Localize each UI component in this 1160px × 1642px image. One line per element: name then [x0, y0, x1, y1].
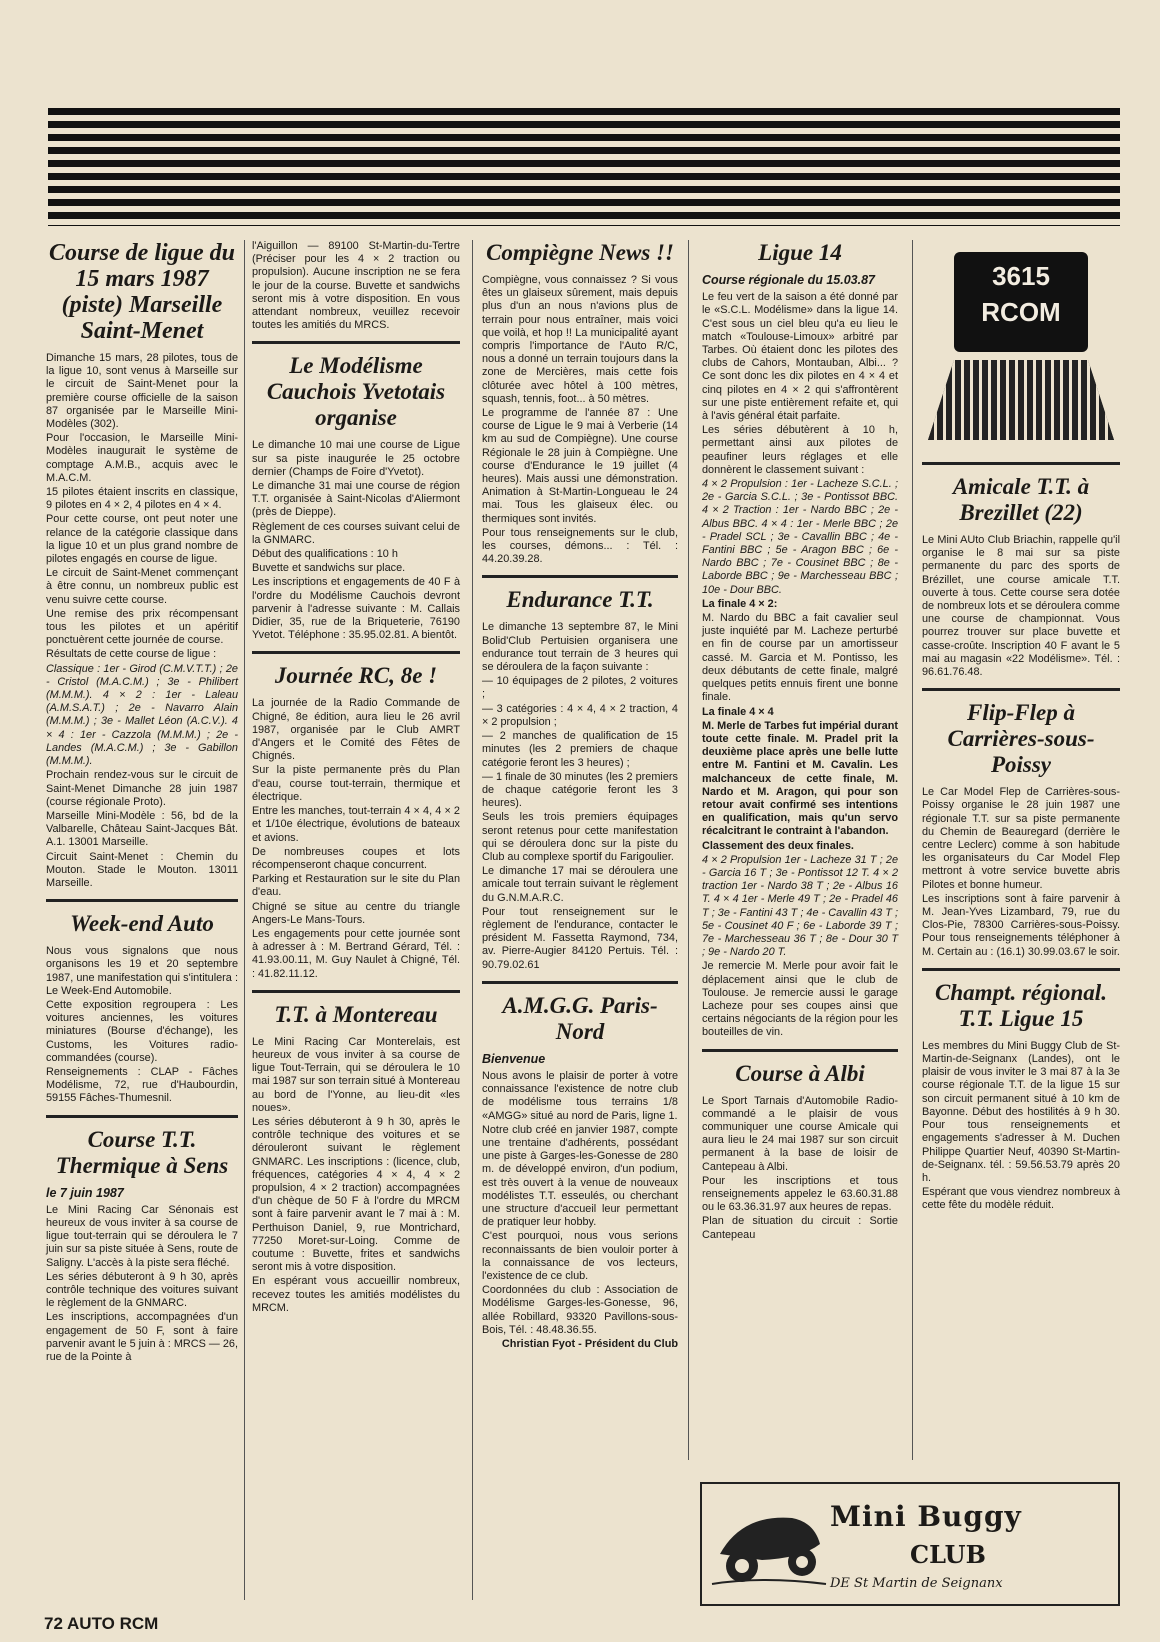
- paragraph: Dimanche 15 mars, 28 pilotes, tous de la ligue 10, sont venus à Marseille sur le circuit de Saint-Menet pour la première course officielle de la saison 87 organisée par le Marseille Mini-Modèles (302).: [46, 352, 238, 431]
- results-paragraph: 4 × 2 Propulsion : 1er - Lacheze S.C.L. ; 2e - Garcia S.C.L. ; 3e - Pontissot BBC. 4 × 2 Traction : 1er - Nardo BBC ; 2e - Albus BBC. 4 × 4 : 1er - Merle BBC ; 2e - Pradel SCL ; 3e - Cavallin BBC ; 4e - Fantini BBC ; 5e - Aragon BBC ; 6e - Nardo BBC ; 7e - Cousinet BBC ; 8e - Laborde BBC ; 9e - Marchesseau BBC ; 10e - Dour BBC.: [702, 478, 898, 596]
- article-title: Course T.T. Thermique à Sens: [55, 1126, 229, 1178]
- paragraph: Les séries débuteront à 9 h 30, après contrôle technique des voitures suivant le règlement de la GNMARC.: [46, 1270, 238, 1310]
- paragraph: M. Merle de Tarbes fut impérial durant toute cette finale. M. Pradel prit la deuxième place après une belle lutte entre M. Fantini et M. Cavalin. Les malchanceux de cette finale, M. Nardo et M. Aragon, qui pour son retour avait confirmé ses intentions en qualification, mais qu'un servo récalcitrant le contraint à l'abandon.: [702, 719, 898, 838]
- ad-line-1: 3615: [992, 261, 1050, 291]
- paragraph: Prochain rendez-vous sur le circuit de Saint-Menet Dimanche 28 juin 1987 (course régionale Proto).: [46, 769, 238, 808]
- column-4: [702, 240, 898, 1243]
- paragraph: — 2 manches de qualification de 15 minutes (les 2 premiers de chaque catégorie feront les 3 heures) ;: [482, 730, 678, 769]
- computer-screen: [954, 252, 1088, 352]
- column-5: [922, 240, 1120, 1214]
- paragraph: Seuls les trois premiers équipages seront retenus pour cette manifestation qui se déroulera donc sur la piste du Club au complexe sportif du Farigoulier.: [482, 811, 678, 863]
- paragraph: — 3 catégories : 4 × 4, 4 × 2 traction, 4 × 2 propulsion ;: [482, 702, 678, 728]
- article-subtitle: Course régionale du 15.03.87: [702, 273, 875, 287]
- article-title: T.T. à Montereau: [274, 1001, 438, 1027]
- column-2: [252, 240, 460, 1316]
- paragraph: Le feu vert de la saison a été donné par le «S.C.L. Modélisme» dans la ligue 14. C'est sous un ciel bleu qu'a eu lieu le match «Toulouse-Limoux» arbitré par Tarbes. Où étaient donc les pilotes des clubs de Cahors, Montauban, Albi... ? Ce sont donc les dix pilotes en 4 × 4 et cinq pilotes en 4 × 2 qui s'affrontèrent sur une piste entièrement refaite et, qui à l'avis général était parfaite.: [702, 291, 898, 423]
- paragraph: — 10 équipages de 2 pilotes, 2 voitures ;: [482, 675, 678, 701]
- column-divider: [912, 240, 913, 1460]
- paragraph: La finale 4 × 4: [702, 705, 774, 718]
- keyboard-icon: [928, 360, 1114, 440]
- divider: [922, 688, 1120, 691]
- paragraph: Coordonnées du club : Association de Modélisme Garges-les-Gonesse, 96, allée Robillard, 93320 Pavillons-sous-Bois, Tél. : 48.48.36.55.: [482, 1284, 678, 1336]
- paragraph: En espérant vous accueillir nombreux, recevez toutes les amitiés modélistes du MRCM.: [252, 1275, 460, 1314]
- paragraph: Le Mini Racing Car Sénonais est heureux de vous inviter à sa course de ligue tout-terrain qui se déroulera le 7 juin sur sa piste située à Sens, route de Saligny. L'accès à la piste sera fléché.: [46, 1203, 238, 1269]
- paragraph: Plan de situation du circuit : Sortie Cantepeau: [702, 1215, 898, 1241]
- paragraph: Pour tous renseignements sur le club, les courses, démons... : Tél. : 44.20.39.28.: [482, 526, 678, 566]
- paragraph: l'Aiguillon — 89100 St-Martin-du-Tertre (Préciser pour les 4 × 2 traction ou propulsion). Aucune inscription ne se fera le jour de la course. Buvette et sandwichs seront mis à votre disposition. En vous attendant nombreux, veuillez recevoir toutes les amitiés du MRCS.: [252, 240, 460, 332]
- striped-banner: [48, 108, 1120, 226]
- paragraph: Pour les inscriptions et tous renseignements appelez le 63.60.31.88 ou le 63.36.31.97 aux heures de repas.: [702, 1174, 898, 1214]
- column-1: [46, 240, 238, 1365]
- paragraph: Le dimanche 31 mai une course de région T.T. organisée à Saint-Nicolas d'Aliermont (près de Dieppe).: [252, 480, 460, 519]
- paragraph: La journée de la Radio Commande de Chigné, 8e édition, aura lieu le 26 avril 1987, organisée par le Club AMRT d'Angers et le Comité des Fêtes de Chignés.: [252, 697, 460, 763]
- page-number: 72: [44, 1614, 63, 1633]
- signature: Christian Fyot - Président du Club: [501, 1338, 678, 1351]
- paragraph: Les inscriptions et engagements de 40 F à l'ordre du Modélisme Cauchois devront parvenir à l'adresse suivante : M. Callais Didier, 35, rue de la Briqueterie, 76190 Yvetot. Téléphone : 35.95.02.81. A bientôt.: [252, 576, 460, 642]
- paragraph: 15 pilotes étaient inscrits en classique, 9 pilotes en 4 × 2, 4 pilotes en 4 × 4.: [46, 486, 238, 512]
- paragraph: Règlement de ces courses suivant celui de la GNMARC.: [252, 520, 460, 546]
- paragraph: Notre club créé en janvier 1987, compte une trentaine d'adhérents, possédant une piste à Garges-les-Gonesse de 280 m. de développé environ, d'un podium, est très ouvert à la venue de nouveaux modélistes T.T. esseulés, ou cherchant une structure d'accueil leur permettant de pratiquer leur hobby.: [482, 1123, 678, 1229]
- paragraph: Compiègne, vous connaissez ? Si vous êtes un glaiseux sûrement, mais depuis plus d'un an nous n'avions plus de terrain pour nous entraîner, mais voici que voilà, et hop !! La municipalité ayant compris l'importance de l'Auto R/C, nous a donné un terrain toujours dans la zone de Mercières, mais cette fois clôturée avec hôtel à 100 mètres, squash, tennis, foot... à 50 mètres.: [482, 274, 678, 405]
- paragraph: Le Car Model Flep de Carrières-sous-Poissy organise le 28 juin 1987 une régionale T.T. sur sa piste permanente du Chemin de Beauregard (derrière le centre Leclerc) comme à son habitude les organisateurs du Car Model Flep mettront à votre service buvette abris Pilotes et bonne humeur.: [922, 786, 1120, 891]
- paragraph: Le dimanche 17 mai se déroulera une amicale tout terrain suivant le règlement du G.N.M.A.R.C.: [482, 865, 678, 904]
- paragraph: Le Mini AUto Club Briachin, rappelle qu'il organise le 8 mai sur sa piste permanente du parc des sports de Brézillet, une course amicale T.T. ouverte à tous. Cette course sera dotée de nombreux lots et se déroulera comme une course de championnat. Vous pourrez trouver sur place buvette et casse-croûte. Inscription 40 F avant le 5 mai au magasin «22 Modélisme». Tél. : 96.61.76.48.: [922, 534, 1120, 679]
- magazine-name: AUTO RCM: [67, 1614, 159, 1633]
- article-title: Flip-Flep à Carrières-sous-Poissy: [947, 700, 1095, 778]
- paragraph: Le dimanche 13 septembre 87, le Mini Bolid'Club Pertuisien organisera une endurance tout terrain de 3 heures qui se déroulera de la façon suivante :: [482, 621, 678, 674]
- paragraph: Sur la piste permanente près du Plan d'eau, course tout-terrain, thermique et électrique.: [252, 764, 460, 803]
- paragraph: Une remise des prix récompensant tous les pilotes et un apéritif ponctuèrent cette journée de course.: [46, 607, 238, 647]
- article-title: Journée RC, 8e !: [274, 663, 438, 689]
- logo-line-3: DE St Martin de Seignanx: [830, 1576, 1003, 1591]
- divider: [482, 981, 678, 984]
- paragraph: Cette exposition regroupera : Les voitures anciennes, les voitures miniatures (Bourse d'échange), les Customs, les Voitures radio-commandées (course).: [46, 998, 238, 1064]
- article-title: A.M.G.G. Paris-Nord: [502, 992, 658, 1044]
- buggy-car-icon: [702, 1484, 832, 1600]
- paragraph: C'est pourquoi, nous vous serions reconnaissants de bien vouloir porter à la connaissance de vos lecteurs, l'existence de ce club.: [482, 1230, 678, 1282]
- divider: [922, 462, 1120, 465]
- paragraph: M. Nardo du BBC a fait cavalier seul juste inquiété par M. Lacheze perturbé en fin de course par un amortisseur cassé. M. Garcia et M. Pontisso, les deux débutants de cette finale, malgré quelques petits ennuis firent une bonne finale.: [702, 612, 898, 704]
- paragraph: Les inscriptions sont à faire parvenir à M. Jean-Yves Lizambard, 79, rue du Clos-Pie, 78300 Carrières-sous-Poissy. Pour tous renseignements téléphoner à M. Certain au : (16.1) 30.99.03.67 le soir.: [922, 892, 1120, 958]
- divider: [702, 1049, 898, 1052]
- article-title: Week-end Auto: [70, 911, 214, 937]
- paragraph: Je remercie M. Merle pour avoir fait le déplacement ainsi que le club de Toulouse. Je remercie aussi le garage Lacheze pour ses coupes ainsi que certains négociants de la région pour les bouteilles de vin.: [702, 960, 898, 1039]
- paragraph: La finale 4 × 2:: [702, 597, 778, 610]
- paragraph: Buvette et sandwichs sur place.: [252, 562, 406, 575]
- paragraph: Chigné se situe au centre du triangle Angers-Le Mans-Tours.: [252, 900, 460, 926]
- divider: [922, 968, 1120, 971]
- paragraph: Espérant que vous viendrez nombreux à cette fête du modèle réduit.: [922, 1186, 1120, 1212]
- results-paragraph: 4 × 2 Propulsion 1er - Lacheze 31 T ; 2e - Garcia 16 T ; 3e - Pontissot 12 T. 4 × 2 traction 1er - Nardo 38 T ; 2e - Albus 16 T. 4 × 4 1er - Merle 49 T ; 2e - Pradel 46 T ; 3e - Fantini 43 T ; 4e - Cavallin 43 T ; 5e - Cousinet 40 F ; 6e - Laborde 39 T ; 7e - Marchesseau 36 T ; 8e - Dour 30 T ; 9e - Nardo 20 T.: [702, 853, 898, 959]
- column-3: [482, 240, 678, 1352]
- paragraph: Le circuit de Saint-Menet commençant à être connu, un nombreux public est venu suivre cette course.: [46, 567, 238, 606]
- paragraph: Pour tout renseignement sur le règlement de l'endurance, contacter le président M. Fassetta Raymond, 734, av. Pierre-Augier 84120 Pertuis. Tél. : 90.79.02.61: [482, 905, 678, 971]
- paragraph: Le Sport Tarnais d'Automobile Radio-commandé a le plaisir de vous communiquer une course Amicale qui aura lieu le 24 mai 1987 sur son circuit permanent à la base de loisir de Cantepeau à Albi.: [702, 1094, 898, 1173]
- article-title: Course à Albi: [735, 1060, 865, 1086]
- logo-line-2: CLUB: [910, 1540, 986, 1569]
- divider: [252, 651, 460, 654]
- article-title: Amicale T.T. à Brezillet (22): [952, 474, 1090, 525]
- paragraph: Le dimanche 10 mai une course de Ligue sur sa piste inaugurée le 25 octobre dernier (Champs de Foire d'Yvetot).: [252, 439, 460, 478]
- column-divider: [472, 240, 473, 1600]
- paragraph: Les membres du Mini Buggy Club de St-Martin-de-Seignanx (Landes), ont le plaisir de vous inviter le 3 mai 87 à la 3e course régionale T.T. de la ligue 15 sur son circuit permanent situé à 10 km de Bayonne. Début des hostilités à 9 h 30. Pour tous renseignements et engagements s'adresser à M. Duchen Philippe Quartier Neuf, 40390 St-Martin-de-Seignanx. tél. : 59.56.53.79 après 20 h.: [922, 1039, 1120, 1184]
- results-paragraph: Classique : 1er - Girod (C.M.V.T.T.) ; 2e - Cristol (M.A.C.M.) ; 3e - Philibert (M.M.M.). 4 × 2 : 1er - Laleau (A.M.S.A.T.) ; 2e - Navarro Alain (M.M.M.) ; 3e - Mallet Léon (A.C.V.). 4 × 4 : 1er - Cazzola (M.M.M.) ; 2e - Landes (M.A.C.M.) ; 3e - Gabillon (M.M.M.).: [46, 662, 238, 768]
- page-footer: [44, 1614, 158, 1634]
- divider: [252, 341, 460, 344]
- article-title: Champt. régional. T.T. Ligue 15: [935, 979, 1107, 1031]
- minitel-ad-computer: [924, 242, 1118, 452]
- column-divider: [688, 240, 689, 1460]
- article-title: Course de ligue du 15 mars 1987 (piste) Marseille Saint-Menet: [48, 240, 236, 344]
- paragraph: De nombreuses coupes et lots récompenseront chaque concurrent.: [252, 845, 460, 871]
- paragraph: Résultats de cette course de ligue :: [46, 648, 217, 661]
- paragraph: Nous avons le plaisir de porter à votre connaissance l'existence de notre club de modélisme tous terrains 1/8 «AMGG» situé au nord de Paris, ligne 1.: [482, 1069, 678, 1122]
- paragraph: Parking et Restauration sur le site du Plan d'eau.: [252, 873, 460, 899]
- article-subtitle: Bienvenue: [482, 1051, 546, 1066]
- paragraph: Les inscriptions, accompagnées d'un engagement de 50 F, sont à faire parvenir avant le 5 juin à : MRCS — 26, rue de la Pointe à: [46, 1311, 238, 1363]
- paragraph: Nous vous signalons que nous organisons les 19 et 20 septembre 1987, une manifestation qui s'intitulera : Le Week-End Automobile.: [46, 945, 238, 997]
- paragraph: Les engagements pour cette journée sont à adresser à : M. Bertrand Gérard, Tél. : 41.93.00.11, M. Guy Naulet à Chigné, Tél. : 41.82.11.12.: [252, 927, 460, 980]
- paragraph: Entre les manches, tout-terrain 4 × 4, 4 × 2 et 1/10e électrique, évolutions de bateaux et avions.: [252, 805, 460, 844]
- article-title: Le Modélisme Cauchois Yvetotais organise: [266, 353, 446, 431]
- paragraph: Début des qualifications : 10 h: [252, 548, 398, 561]
- paragraph: Les séries débutèrent à 10 h, permettant ainsi aux pilotes de peaufiner leurs réglages et elle donnèrent le classement suivant :: [702, 424, 898, 476]
- mini-buggy-club-logo: [700, 1482, 1120, 1606]
- column-divider: [244, 240, 245, 1600]
- paragraph: Classement des deux finales.: [702, 839, 854, 852]
- paragraph: Circuit Saint-Menet : Chemin du Mouton. Stade le Mouton. 13011 Marseille.: [46, 850, 238, 889]
- article-title: Endurance T.T.: [506, 587, 654, 613]
- paragraph: Renseignements : CLAP - Fâches Modélisme, 72, rue d'Haubourdin, 59155 Fâches-Thumesnil.: [46, 1065, 238, 1105]
- article-subtitle: le 7 juin 1987: [46, 1185, 124, 1200]
- paragraph: Le programme de l'année 87 : Une course de Ligue le 9 mai à Verberie (14 km au sud de Compiègne). Une course Régionale le 28 juin à Compiègne. Une course d'Endurance le 19 juillet (4 heures). Mais aussi une démonstration. Animation à St-Martin-Longueau le 24 mai. Tous les glaiseux élec. ou thermiques sont invités.: [482, 407, 678, 525]
- divider: [482, 575, 678, 578]
- divider: [46, 899, 238, 902]
- paragraph: — 1 finale de 30 minutes (les 2 premiers de chaque catégorie feront les 3 heures).: [482, 770, 678, 810]
- paragraph: Le Mini Racing Car Monterelais, est heureux de vous inviter à sa course de ligue Tout-Terrain, qui se déroulera le 10 mai 1987 sur son terrain situé à Montereau au bord de l'Yonne, au lieu-dit «les noues».: [252, 1035, 460, 1114]
- paragraph: Les séries débuteront à 9 h 30, après le contrôle technique des voitures et se dérouleront suivant le règlement GNMARC. Les inscriptions : (licence, club, fréquences, catégories 4 × 4, 4 × 2 propulsion, 4 × 2 traction) accompagnées d'un chèque de 50 F à l'ordre du MRCM sont à faire parvenir avant le 7 mai à : M. Perthuison Daniel, 9, rue Montrichard, 77250 Moret-sur-Loing. Comme de coutume : Buvette, frites et sandwichs seront mis à votre disposition.: [252, 1115, 460, 1274]
- article-title: Compiègne News !!: [486, 240, 674, 265]
- ad-line-2: RCOM: [981, 297, 1061, 327]
- divider: [252, 990, 460, 993]
- paragraph: Pour cette course, ont peut noter une relance de la catégorie classique dans la ligue 10 et un plus grand nombre de pilotes engagés en course de ligue.: [46, 513, 238, 566]
- article-title: Ligue 14: [758, 240, 842, 265]
- logo-line-1: Mini Buggy: [830, 1500, 1022, 1533]
- paragraph: Marseille Mini-Modèle : 56, bd de la Valbarelle, Château Saint-Jacques Bât. A.1. 13001 Marseille.: [46, 809, 238, 849]
- paragraph: Pour l'occasion, le Marseille Mini-Modèles inaugurait le système de comptage A.M.B., acquis avec le M.A.C.M.: [46, 432, 238, 484]
- divider: [46, 1115, 238, 1118]
